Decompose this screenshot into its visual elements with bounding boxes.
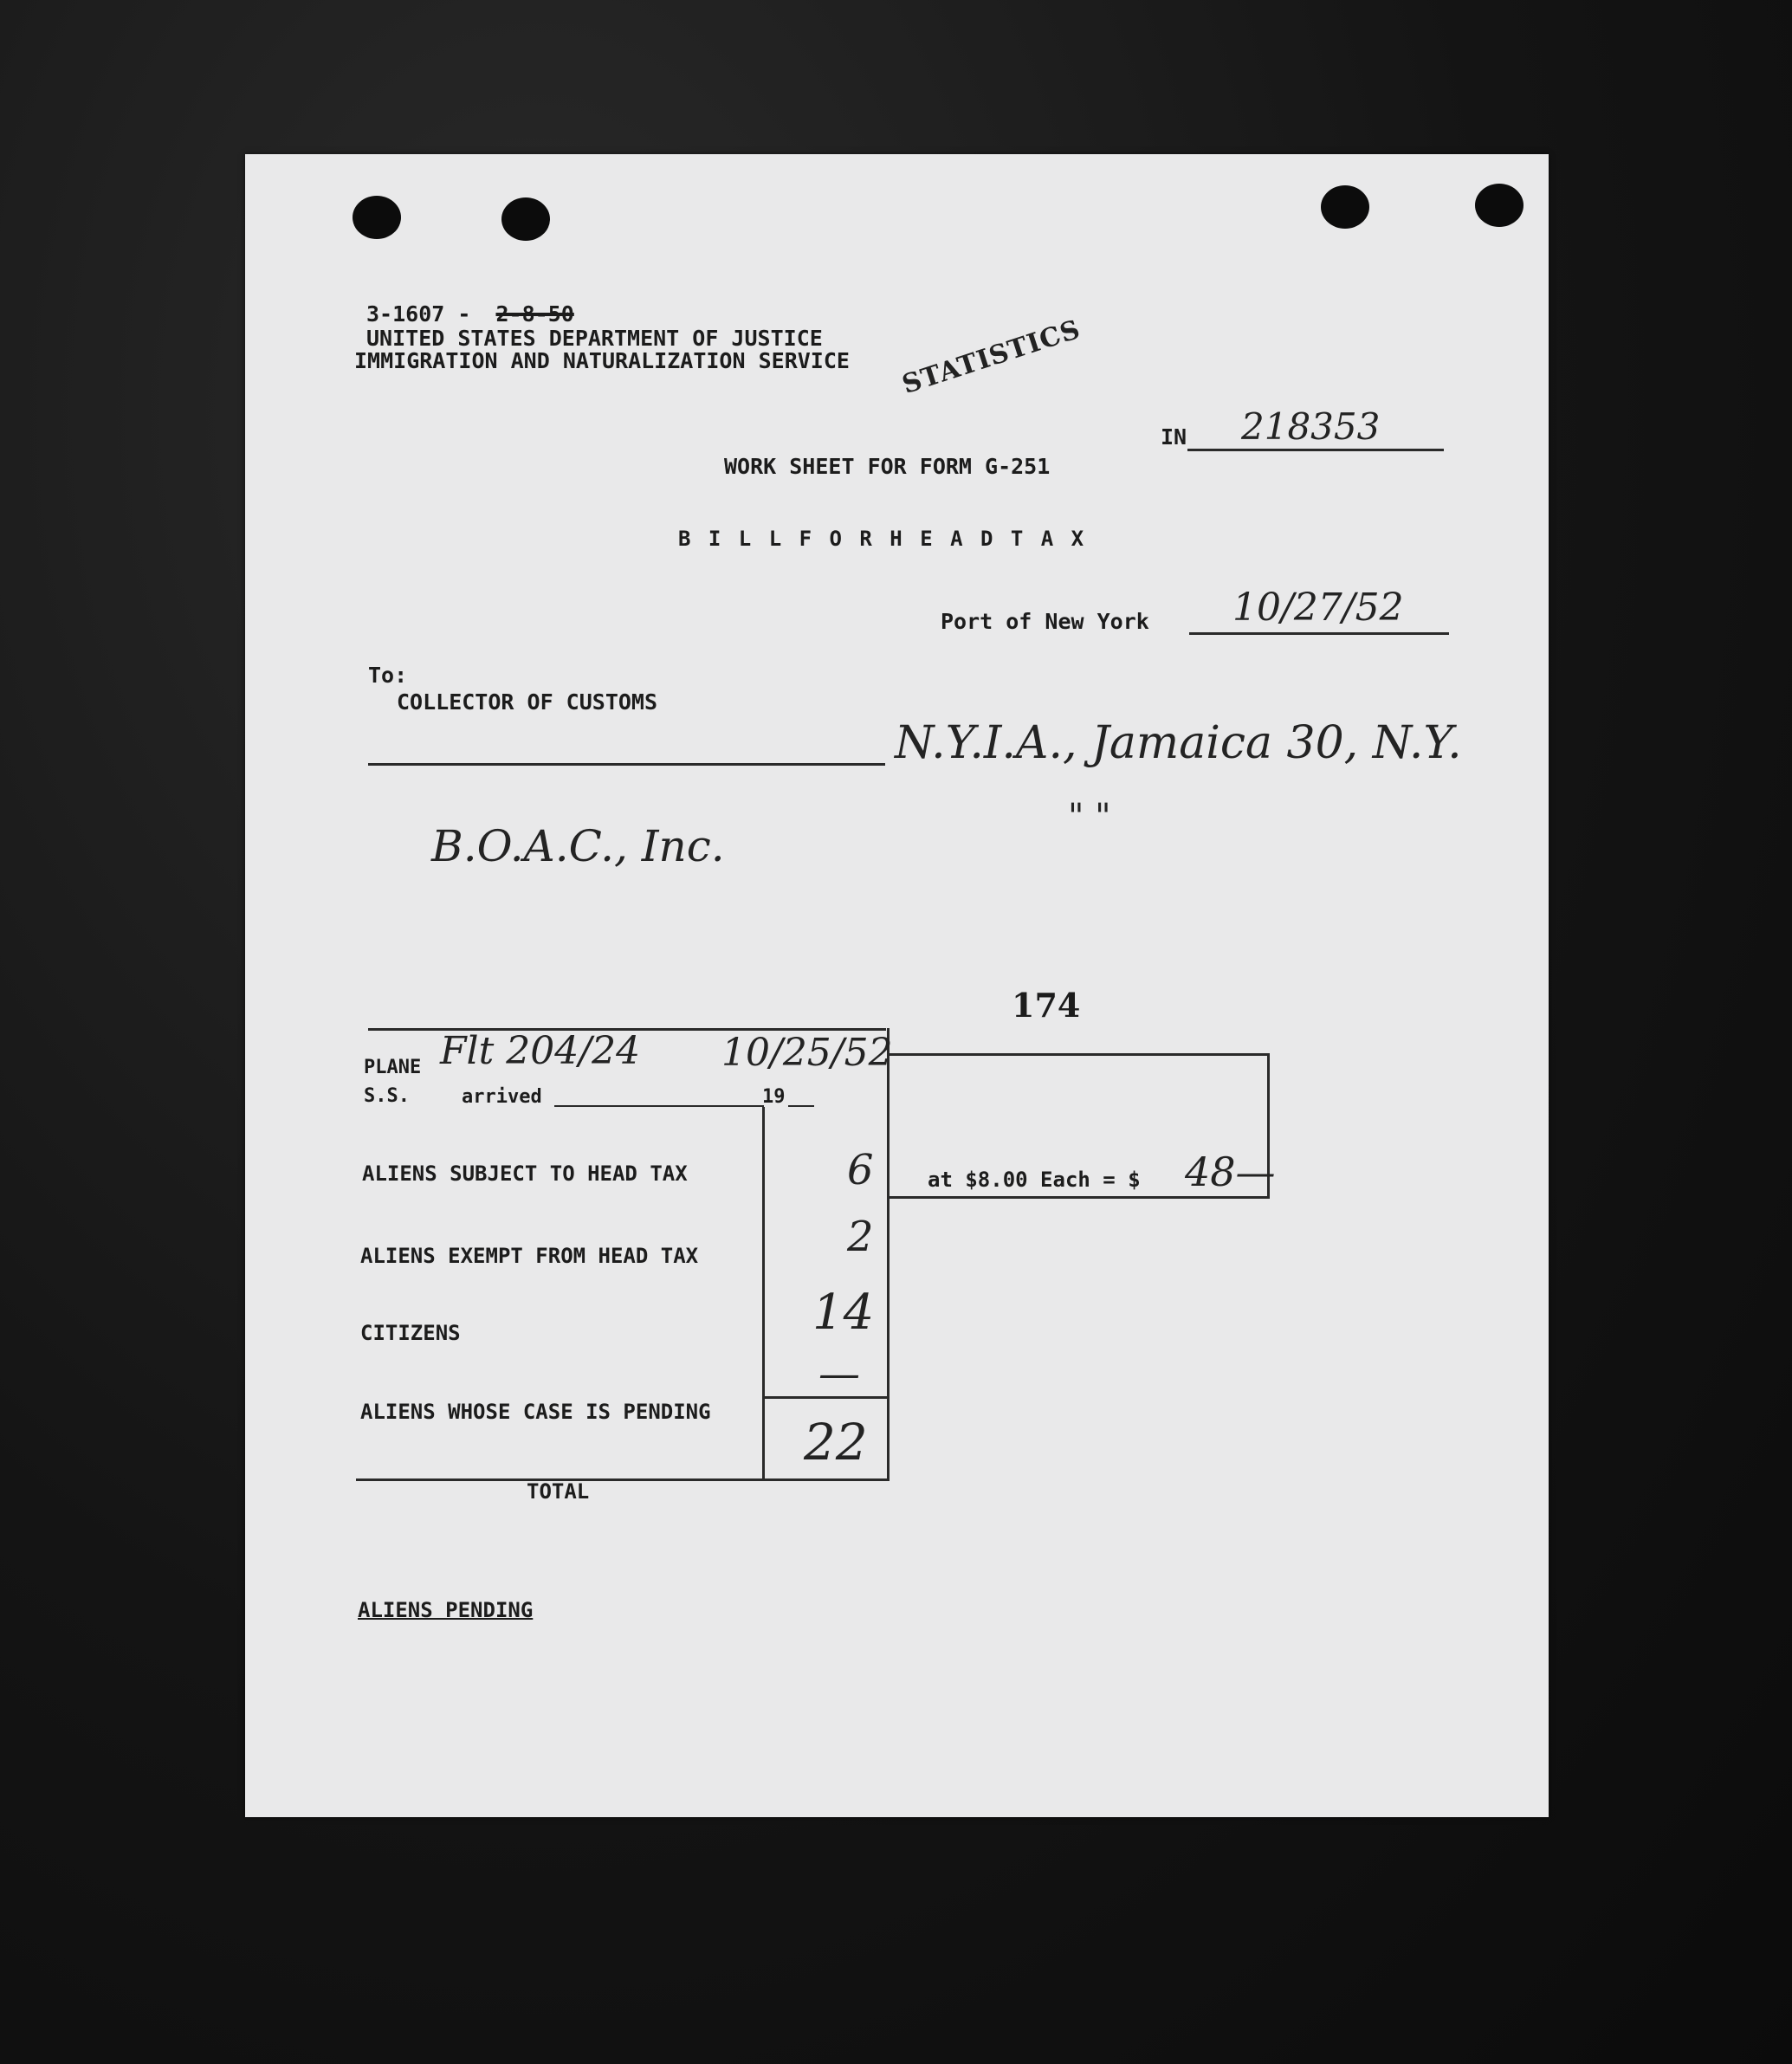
ditto-marks: " "	[1068, 797, 1111, 837]
total-label: TOTAL	[527, 1479, 590, 1504]
tax-box-bottom	[887, 1196, 1270, 1199]
form-number	[366, 301, 574, 327]
row-value-citizens: 14	[812, 1284, 875, 1341]
in-number-line	[1187, 449, 1444, 451]
bill-title: B I L L F O R H E A D T A X	[678, 527, 1087, 551]
port-date-line	[1189, 632, 1449, 635]
to-label: To:	[368, 663, 408, 688]
document-page	[245, 154, 1549, 1817]
row-label-citizens: CITIZENS	[360, 1321, 461, 1345]
arrival-date-handwritten: 10/25/52	[721, 1031, 893, 1075]
tax-box-top	[887, 1053, 1269, 1056]
total-value: 22	[804, 1413, 868, 1472]
value-column-left	[762, 1107, 765, 1479]
row-label-exempt: ALIENS EXEMPT FROM HEAD TAX	[360, 1244, 699, 1268]
rate-text: at $8.00 Each = $	[928, 1168, 1141, 1192]
tax-amount-handwritten: 48—	[1185, 1148, 1276, 1195]
service-line: IMMIGRATION AND NATURALIZATION SERVICE	[354, 348, 850, 373]
in-number-value: 218353	[1241, 405, 1381, 448]
statistics-stamp: STATISTICS	[898, 314, 1084, 401]
aliens-pending-heading: ALIENS PENDING	[358, 1598, 534, 1622]
table-bottom-line	[356, 1478, 890, 1481]
form-date-struck: 2-8-50	[495, 301, 574, 327]
punch-hole	[1475, 184, 1524, 227]
row-label-subject: ALIENS SUBJECT TO HEAD TAX	[362, 1161, 688, 1186]
ss-label: S.S.	[364, 1085, 410, 1107]
row-value-subject: 6	[847, 1146, 874, 1194]
arrived-line	[554, 1105, 764, 1107]
plane-label: PLANE	[364, 1057, 422, 1078]
row-value-exempt: 2	[847, 1213, 874, 1261]
port-label: Port of New York	[941, 609, 1149, 634]
worksheet-title: WORK SHEET FOR FORM G-251	[724, 454, 1051, 479]
collector-label: COLLECTOR OF CUSTOMS	[397, 689, 658, 715]
in-label: IN	[1161, 424, 1187, 450]
punch-hole	[353, 196, 401, 239]
count-number: 174	[1012, 986, 1081, 1025]
arrived-label: arrived	[462, 1086, 542, 1108]
value-column-right	[887, 1028, 890, 1479]
carrier-handwritten: B.O.A.C., Inc.	[431, 821, 725, 871]
location-handwritten: N.Y.I.A., Jamaica 30, N.Y.	[895, 717, 1462, 769]
department-line: UNITED STATES DEPARTMENT OF JUSTICE	[366, 326, 823, 351]
collector-line	[368, 763, 885, 766]
punch-hole	[1321, 185, 1369, 229]
form-number-text: 3-1607 -	[366, 301, 471, 327]
row-label-pending: ALIENS WHOSE CASE IS PENDING	[360, 1400, 711, 1424]
year-prefix: 19	[762, 1086, 786, 1108]
row-value-pending: —	[818, 1349, 860, 1398]
port-date: 10/27/52	[1232, 586, 1404, 630]
plane-flight-handwritten: Flt 204/24	[440, 1029, 641, 1073]
punch-hole	[501, 197, 550, 241]
year-line	[788, 1105, 814, 1107]
